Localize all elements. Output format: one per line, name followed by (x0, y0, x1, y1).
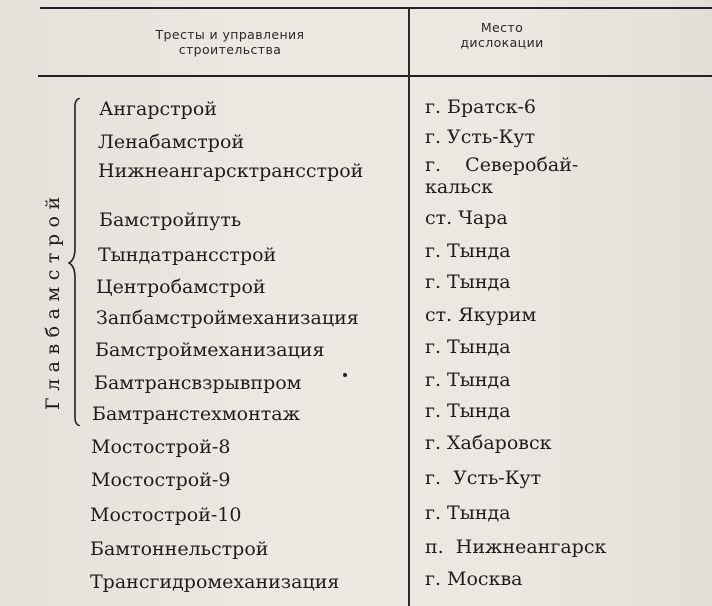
print-speck (343, 373, 347, 377)
table-row-name: Бамтрансвзрывпром (94, 372, 302, 394)
table-row-location: ст. Якурим (425, 304, 537, 326)
table-row-location: г. Тында (425, 336, 511, 358)
table-row-location: ст. Чара (425, 207, 508, 229)
group-label-vertical: Главбамстрой (42, 190, 64, 410)
table-row-name: Мостострой-9 (91, 469, 231, 491)
column-header-organizations-line1: Тресты и управления (155, 27, 305, 42)
table-row-location: г. Тында (425, 400, 511, 422)
table-row-name: Бамстроймеханизация (95, 339, 325, 361)
table-row-location-continued: кальск (425, 176, 494, 198)
table-row-name: Запбамстроймеханизация (96, 307, 359, 329)
table-row-location: г. Тында (425, 369, 511, 391)
table-row-name: Ангарстрой (99, 98, 217, 120)
table-header-rule (38, 75, 712, 77)
table-row-location: г. Тында (425, 271, 511, 293)
table-row-name: Бамтоннельстрой (90, 538, 269, 560)
curly-brace-icon (68, 98, 82, 426)
column-header-location (432, 20, 572, 50)
table-row-location: г. Северобай- (425, 154, 579, 176)
table-top-rule (40, 7, 712, 9)
table-row-name: Бамтранстехмонтаж (92, 403, 301, 425)
table-row-location: г. Тында (425, 240, 511, 262)
table-row-name: Нижнеангарсктрансстрой (98, 160, 364, 182)
table-row-location: г. Тында (425, 502, 511, 524)
table-row-location: г. Братск-6 (425, 96, 537, 118)
table-row-location: г. Хабаровск (425, 432, 552, 454)
column-header-location-line1: Место (480, 20, 524, 35)
table-row-location: г. Москва (425, 568, 523, 590)
table-row-name: Тындатрансстрой (98, 244, 277, 266)
column-divider (408, 7, 410, 606)
table-row-name: Ленабамстрой (98, 131, 245, 153)
column-header-organizations (120, 27, 340, 57)
table-row-name: Мостострой-8 (91, 436, 231, 458)
column-header-location-line2: дислокации (460, 35, 544, 50)
table-row-name: Трансгидромеханизация (90, 571, 340, 593)
column-header-organizations-line2: строительства (178, 42, 282, 57)
table-row-name: Центробамстрой (96, 276, 266, 298)
table-row-name: Бамстройпуть (99, 209, 242, 231)
table-row-location: п. Нижнеангарск (425, 536, 607, 558)
table-row-name: Мостострой-10 (90, 504, 242, 526)
table-row-location: г. Усть-Кут (425, 126, 536, 148)
table-row-location: г. Усть-Кут (425, 467, 542, 489)
